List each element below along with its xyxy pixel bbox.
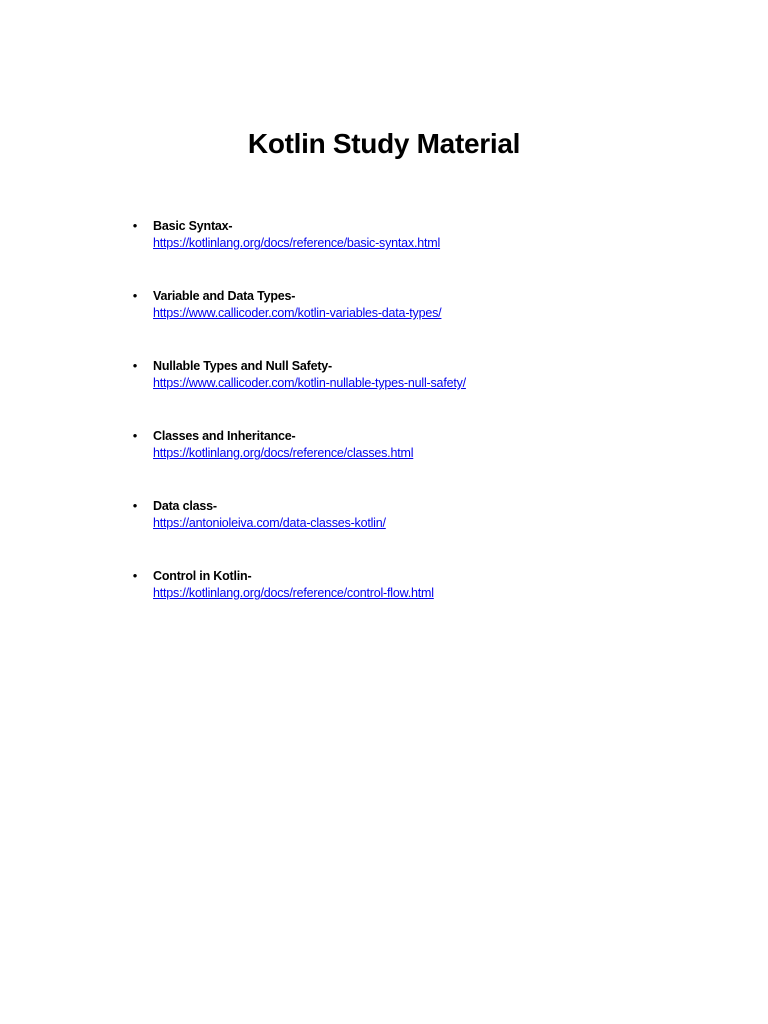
topic-link[interactable]: https://kotlinlang.org/docs/reference/classes.html xyxy=(153,446,414,460)
list-item xyxy=(0,567,768,607)
topic-label: Basic Syntax- xyxy=(153,219,233,233)
list-item xyxy=(0,357,768,397)
topic-link[interactable]: https://kotlinlang.org/docs/reference/control-flow.html xyxy=(153,586,434,600)
bullet-icon: • xyxy=(132,358,138,373)
topic-label: Classes and Inheritance- xyxy=(153,429,296,443)
topic-link[interactable]: https://www.callicoder.com/kotlin-nullable-types-null-safety/ xyxy=(153,376,466,390)
bullet-icon: • xyxy=(132,218,138,233)
list-item xyxy=(0,287,768,327)
topic-link[interactable]: https://www.callicoder.com/kotlin-variables-data-types/ xyxy=(153,306,442,320)
page-title: Kotlin Study Material xyxy=(247,128,521,159)
bullet-icon: • xyxy=(132,568,138,583)
list-item xyxy=(0,217,768,257)
list-item xyxy=(0,427,768,467)
bullet-icon: • xyxy=(132,498,138,513)
topic-link[interactable]: https://antonioleiva.com/data-classes-kotlin/ xyxy=(153,516,386,530)
bullet-icon: • xyxy=(132,428,138,443)
bullet-icon: • xyxy=(132,288,138,303)
topic-label: Data class- xyxy=(153,499,217,513)
topic-label: Nullable Types and Null Safety- xyxy=(153,359,333,373)
topic-label: Control in Kotlin- xyxy=(153,569,252,583)
topic-link[interactable]: https://kotlinlang.org/docs/reference/basic-syntax.html xyxy=(153,236,441,250)
list-item xyxy=(0,497,768,537)
topic-label: Variable and Data Types- xyxy=(153,289,296,303)
